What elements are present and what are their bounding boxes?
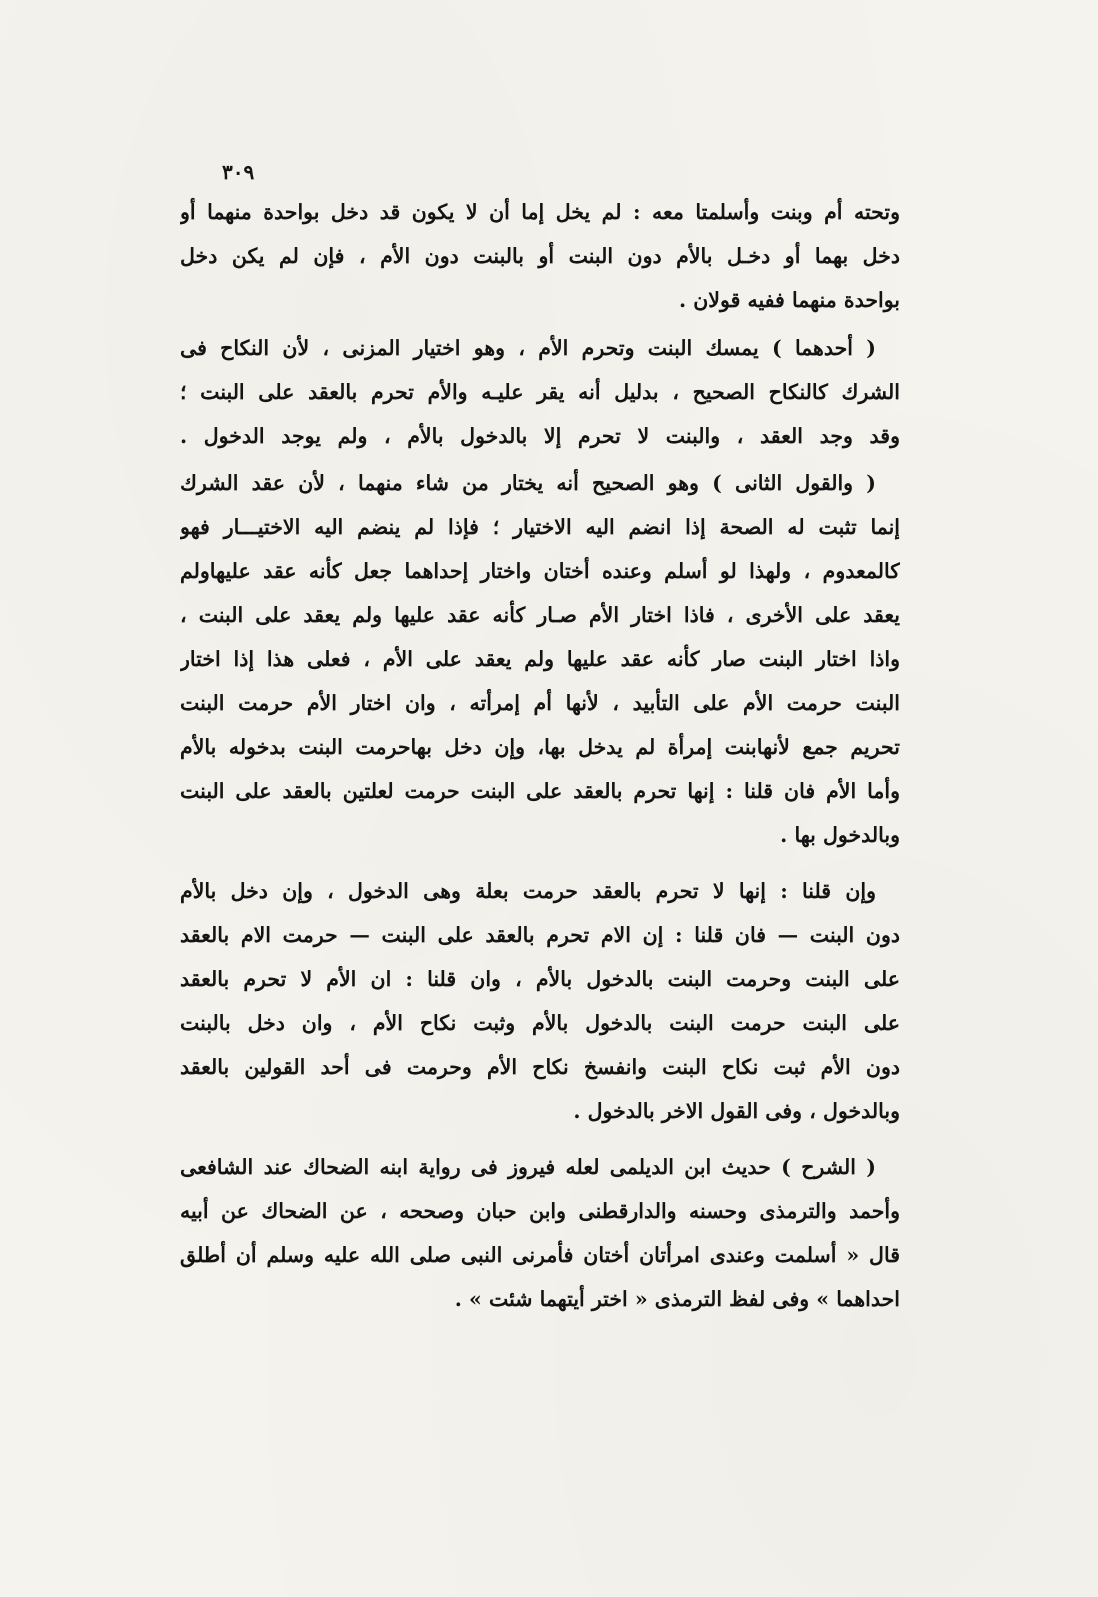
paragraph-1: [180, 190, 900, 322]
paragraph-4: [180, 869, 900, 1133]
text-line: وبالدخول ، وفى القول الاخر بالدخول .: [573, 1099, 900, 1123]
text-line: ( الشرح ) حديث ابن الديلمى لعله فيروز فى رواية ابنه الضحاك عند الشافعى: [180, 1155, 876, 1179]
text-line: دخل بهما أو دخـل بالأم دون البنت أو بالبنت دون الأم ، فإن لم يكن دخل: [180, 244, 900, 268]
text-line: دون الأم ثبت نكاح البنت وانفسخ نكاح الأم وحرمت فى أحد القولين بالعقد: [180, 1055, 900, 1079]
text-line: يعقد على الأخرى ، فاذا اختار الأم صـار كأنه عقد عليها ولم يعقد على البنت ،: [180, 603, 900, 627]
text-line: على البنت حرمت البنت بالدخول بالأم وثبت نكاح الأم ، وان دخل بالبنت: [180, 1011, 900, 1035]
text-line: ( والقول الثانى ) وهو الصحيح أنه يختار من شاء منهما ، لأن عقد الشرك: [180, 471, 876, 495]
text-line: واذا اختار البنت صار كأنه عقد عليها ولم يعقد على الأم ، فعلى هذا إذا اختار: [180, 647, 900, 671]
text-line: احداهما » وفى لفظ الترمذى « اختر أيتهما شئت » .: [454, 1287, 900, 1311]
text-line: وأحمد والترمذى وحسنه والدارقطنى وابن حبان وصححه ، عن الضحاك عن أبيه: [180, 1199, 900, 1223]
text-line: البنت حرمت الأم على التأبيد ، لأنها أم إمرأته ، وان اختار الأم حرمت البنت: [180, 691, 900, 715]
text-line: تحريم جمع لأنهابنت إمرأة لم يدخل بها، وإن دخل بهاحرمت البنت بدخوله بالأم: [180, 735, 900, 759]
text-line: على البنت وحرمت البنت بالدخول بالأم ، وان قلنا : ان الأم لا تحرم بالعقد: [180, 967, 900, 991]
page-number: ٣٠٩: [222, 160, 255, 184]
text-line: كالمعدوم ، ولهذا لو أسلم وعنده أختان واختار إحداهما جعل كأنه عقد عليهاولم: [180, 559, 900, 583]
text-line: وتحته أم وبنت وأسلمتا معه : لم يخل إما أن لا يكون قد دخل بواحدة منهما أو: [180, 200, 900, 224]
text-line: وقد وجد العقد ، والبنت لا تحرم إلا بالدخول بالأم ، ولم يوجد الدخول .: [180, 424, 900, 448]
text-line: وأما الأم فان قلنا : إنها تحرم بالعقد على البنت حرمت لعلتين بالعقد على البنت: [180, 779, 900, 803]
paragraph-3: [180, 461, 900, 857]
commentary-paragraph: [180, 1145, 900, 1321]
text-line: وبالدخول بها .: [780, 823, 900, 847]
text-line: وإن قلنا : إنها لا تحرم بالعقد حرمت بعلة وهى الدخول ، وإن دخل بالأم: [180, 879, 876, 903]
text-line: ( أحدهما ) يمسك البنت وتحرم الأم ، وهو اختيار المزنى ، لأن النكاح فى: [180, 336, 876, 360]
text-line: قال « أسلمت وعندى امرأتان أختان فأمرنى النبى صلى الله عليه وسلم أن أطلق: [180, 1243, 900, 1267]
text-line: الشرك كالنكاح الصحيح ، بدليل أنه يقر عليـه والأم تحرم بالعقد على البنت ؛: [180, 380, 900, 404]
text-line: إنما تثبت له الصحة إذا انضم اليه الاختيار ؛ فإذا لم ينضم اليه الاختيـــار فهو: [180, 515, 900, 539]
text-line: بواحدة منهما ففيه قولان .: [678, 288, 900, 312]
paragraph-2: [180, 326, 900, 458]
text-line: دون البنت — فان قلنا : إن الام تحرم بالعقد على البنت — حرمت الام بالعقد: [180, 923, 900, 947]
